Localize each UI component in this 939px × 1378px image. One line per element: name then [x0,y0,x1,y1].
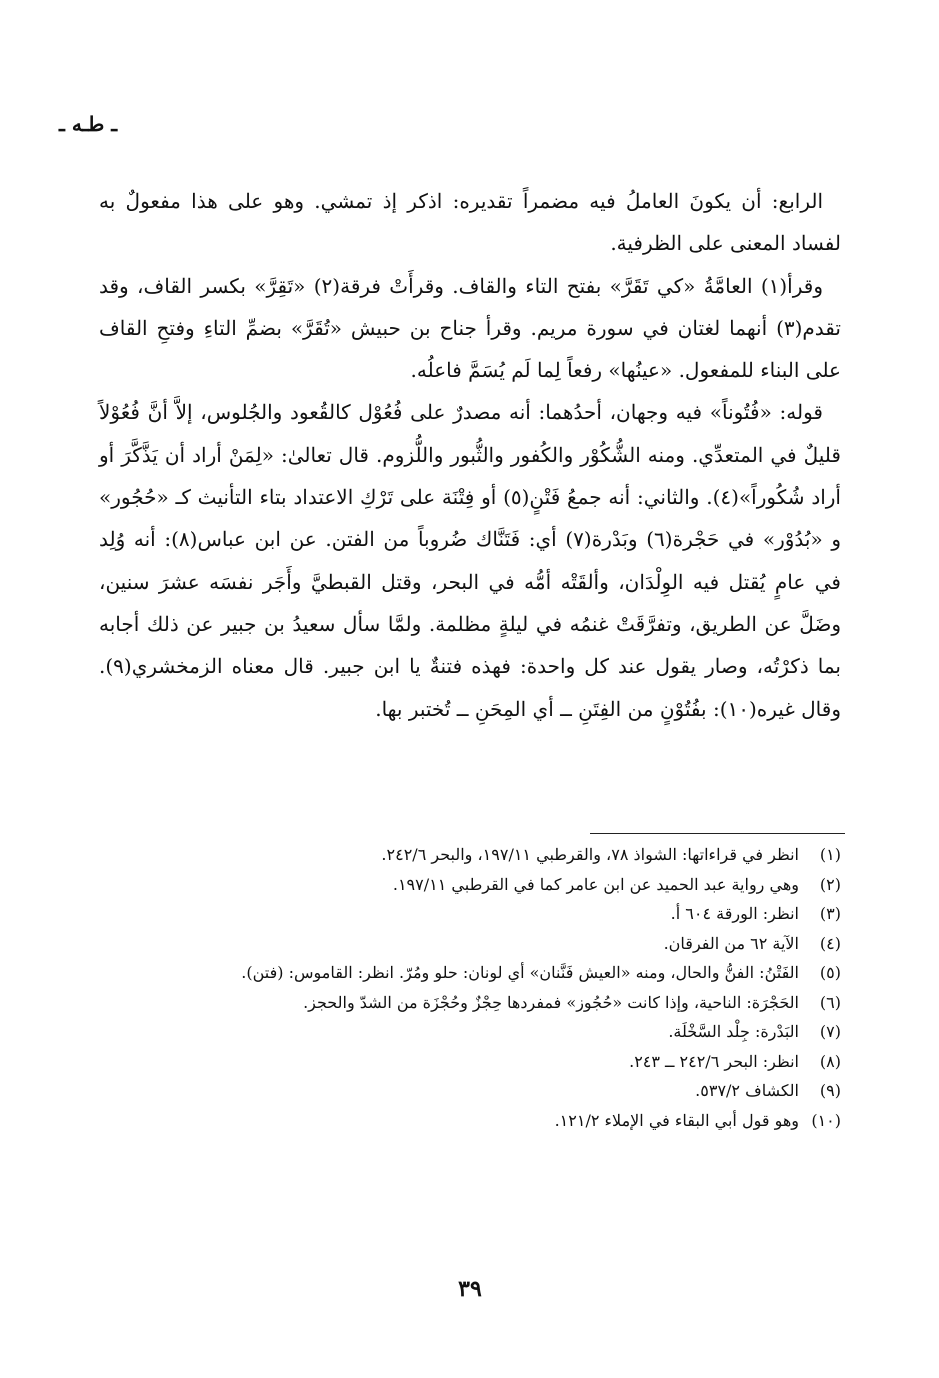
footnote-text: الآية ٦٢ من الفرقان. [663,933,799,953]
footnote-text: الكشاف ٥٣٧/٢. [695,1081,799,1100]
footnote [99,1076,841,1106]
footnote-text: انظر في قراءاتها: الشواذ ٧٨، والقرطبي ١٩٧/١١، والبحر ٢٤٢/٦. [381,845,799,864]
footnote [99,899,841,929]
paragraph-3: قوله: «فُتُوناً» فيه وجهان، أحدُهما: أنه مصدرٌ على فُعُوْل كالقُعود والجُلوس، إلاَّ أنَّ فُعُوْلاً قليلٌ في المتعدِّي. ومنه الشُّكُوْر والكُفور والثُّبور واللُّزوم. قال تعالىٰ: «لِمَنْ أراد أن يَذَّكَّرَ أو أراد شُكُوراً»(٤). والثاني: أنه جمعُ فَتْنٍ(٥) أو فِتْنَة على تَرْكِ الاعتداد بتاء التأنيث كـ «حُجُور» و «بُدُوْر» في حَجْرة(٦) وبَدْرة(٧) أي: فَتَنَّاك ضُروباً من الفتن. عن ابن عباس(٨): أنه وُلِد في عامٍ يُقتل فيه الوِلْدَان، وألقَتْه أمُّه في البحر، وقتل القبطيَّ وأَجَر نفسَه عشرَ سنين، وضَلَّ عن الطريق، وتفرَّقَتْ غنمُه في ليلةٍ مظلمة. ولمَّا سأل سعيدُ بن جبير عن ذلك أجابه بما ذكرْتُه، وصار يقول عند كل واحدة: فهذه فتنةٌ يا ابن جبير. قال معناه الزمخشري(٩). وقال غيره(١٠): بفُتُوْنٍ من الفِتَنِ ــ أي المِحَنِ ــ تُختبر بها. [99,400,842,721]
page-number: ٣٩ [458,1276,482,1302]
footnote [99,988,841,1018]
footnote [99,1106,841,1136]
footnote-text: انظر: البحر ٢٤٢/٦ ــ ٢٤٣. [629,1051,799,1071]
footnotes [99,840,841,1135]
footnote-number: (١) [819,845,841,864]
footnote-text: الحَجْرَة: الناحية، وإذا كانت «حُجُوز» فمفردها حِجْزٌ وحُجْزَة من الشدّ والحجز. [303,992,799,1012]
footnote [99,958,841,988]
footnote [99,870,841,900]
footnote-number: (٧) [819,1022,841,1041]
main-text [99,180,841,730]
paragraph-1: الرابع: أن يكونَ العاملُ فيه مضمراً تقديره: اذكر إذ تمشي. وهو على هذا مفعولٌ به لفساد المعنى على الظرفية. [99,189,841,256]
running-header-surah: ـ طـه ـ [59,112,118,136]
footnote [99,929,841,959]
footnote [99,1017,841,1047]
footnote-text: انظر: الورقة ٦٠٤ أ. [670,904,799,923]
footnote-number: (٦) [819,992,841,1012]
footnote-number: (٢) [819,874,841,894]
footnote-number: (٨) [819,1051,841,1071]
footnote-number: (٥) [819,963,841,982]
footnote [99,840,841,870]
footnote-text: الفَتْنُ: الفنُّ والحال، ومنه «العيش فَنَّنان» أي لونان: حلو ومُرّ. انظر: القاموس: (فتن). [241,963,799,982]
footnote-separator [590,833,845,834]
paragraph-2: وقرأ(١) العامَّةُ «كي تَقَرَّ» بفتح التاء والقاف. وقرأَتْ فرقة(٢) «تَقِرَّ» بكسر القاف، وقد تقدم(٣) أنهما لغتان في سورة مريم. وقرأ جناح بن حبيش «تُقَرَّ» بضمِّ التاءِ وفتحِ القاف على البناء للمفعول. «عينُها» رفعاً لِما لَم يُسَمَّ فاعلُه. [99,273,841,383]
footnote-number: (١٠) [811,1110,841,1130]
footnote-text: البَدْرة: جِلْد السَّخْلَة. [668,1022,799,1041]
footnote [99,1047,841,1077]
footnote-number: (٤) [819,933,841,953]
footnote-text: وهو قول أبي البقاء في الإملاء ١٢١/٢. [554,1110,799,1130]
footnote-number: (٩) [819,1081,841,1100]
footnote-text: وهي رواية عبد الحميد عن ابن عامر كما في القرطبي ١٩٧/١١. [392,874,799,894]
footnote-number: (٣) [819,904,841,923]
